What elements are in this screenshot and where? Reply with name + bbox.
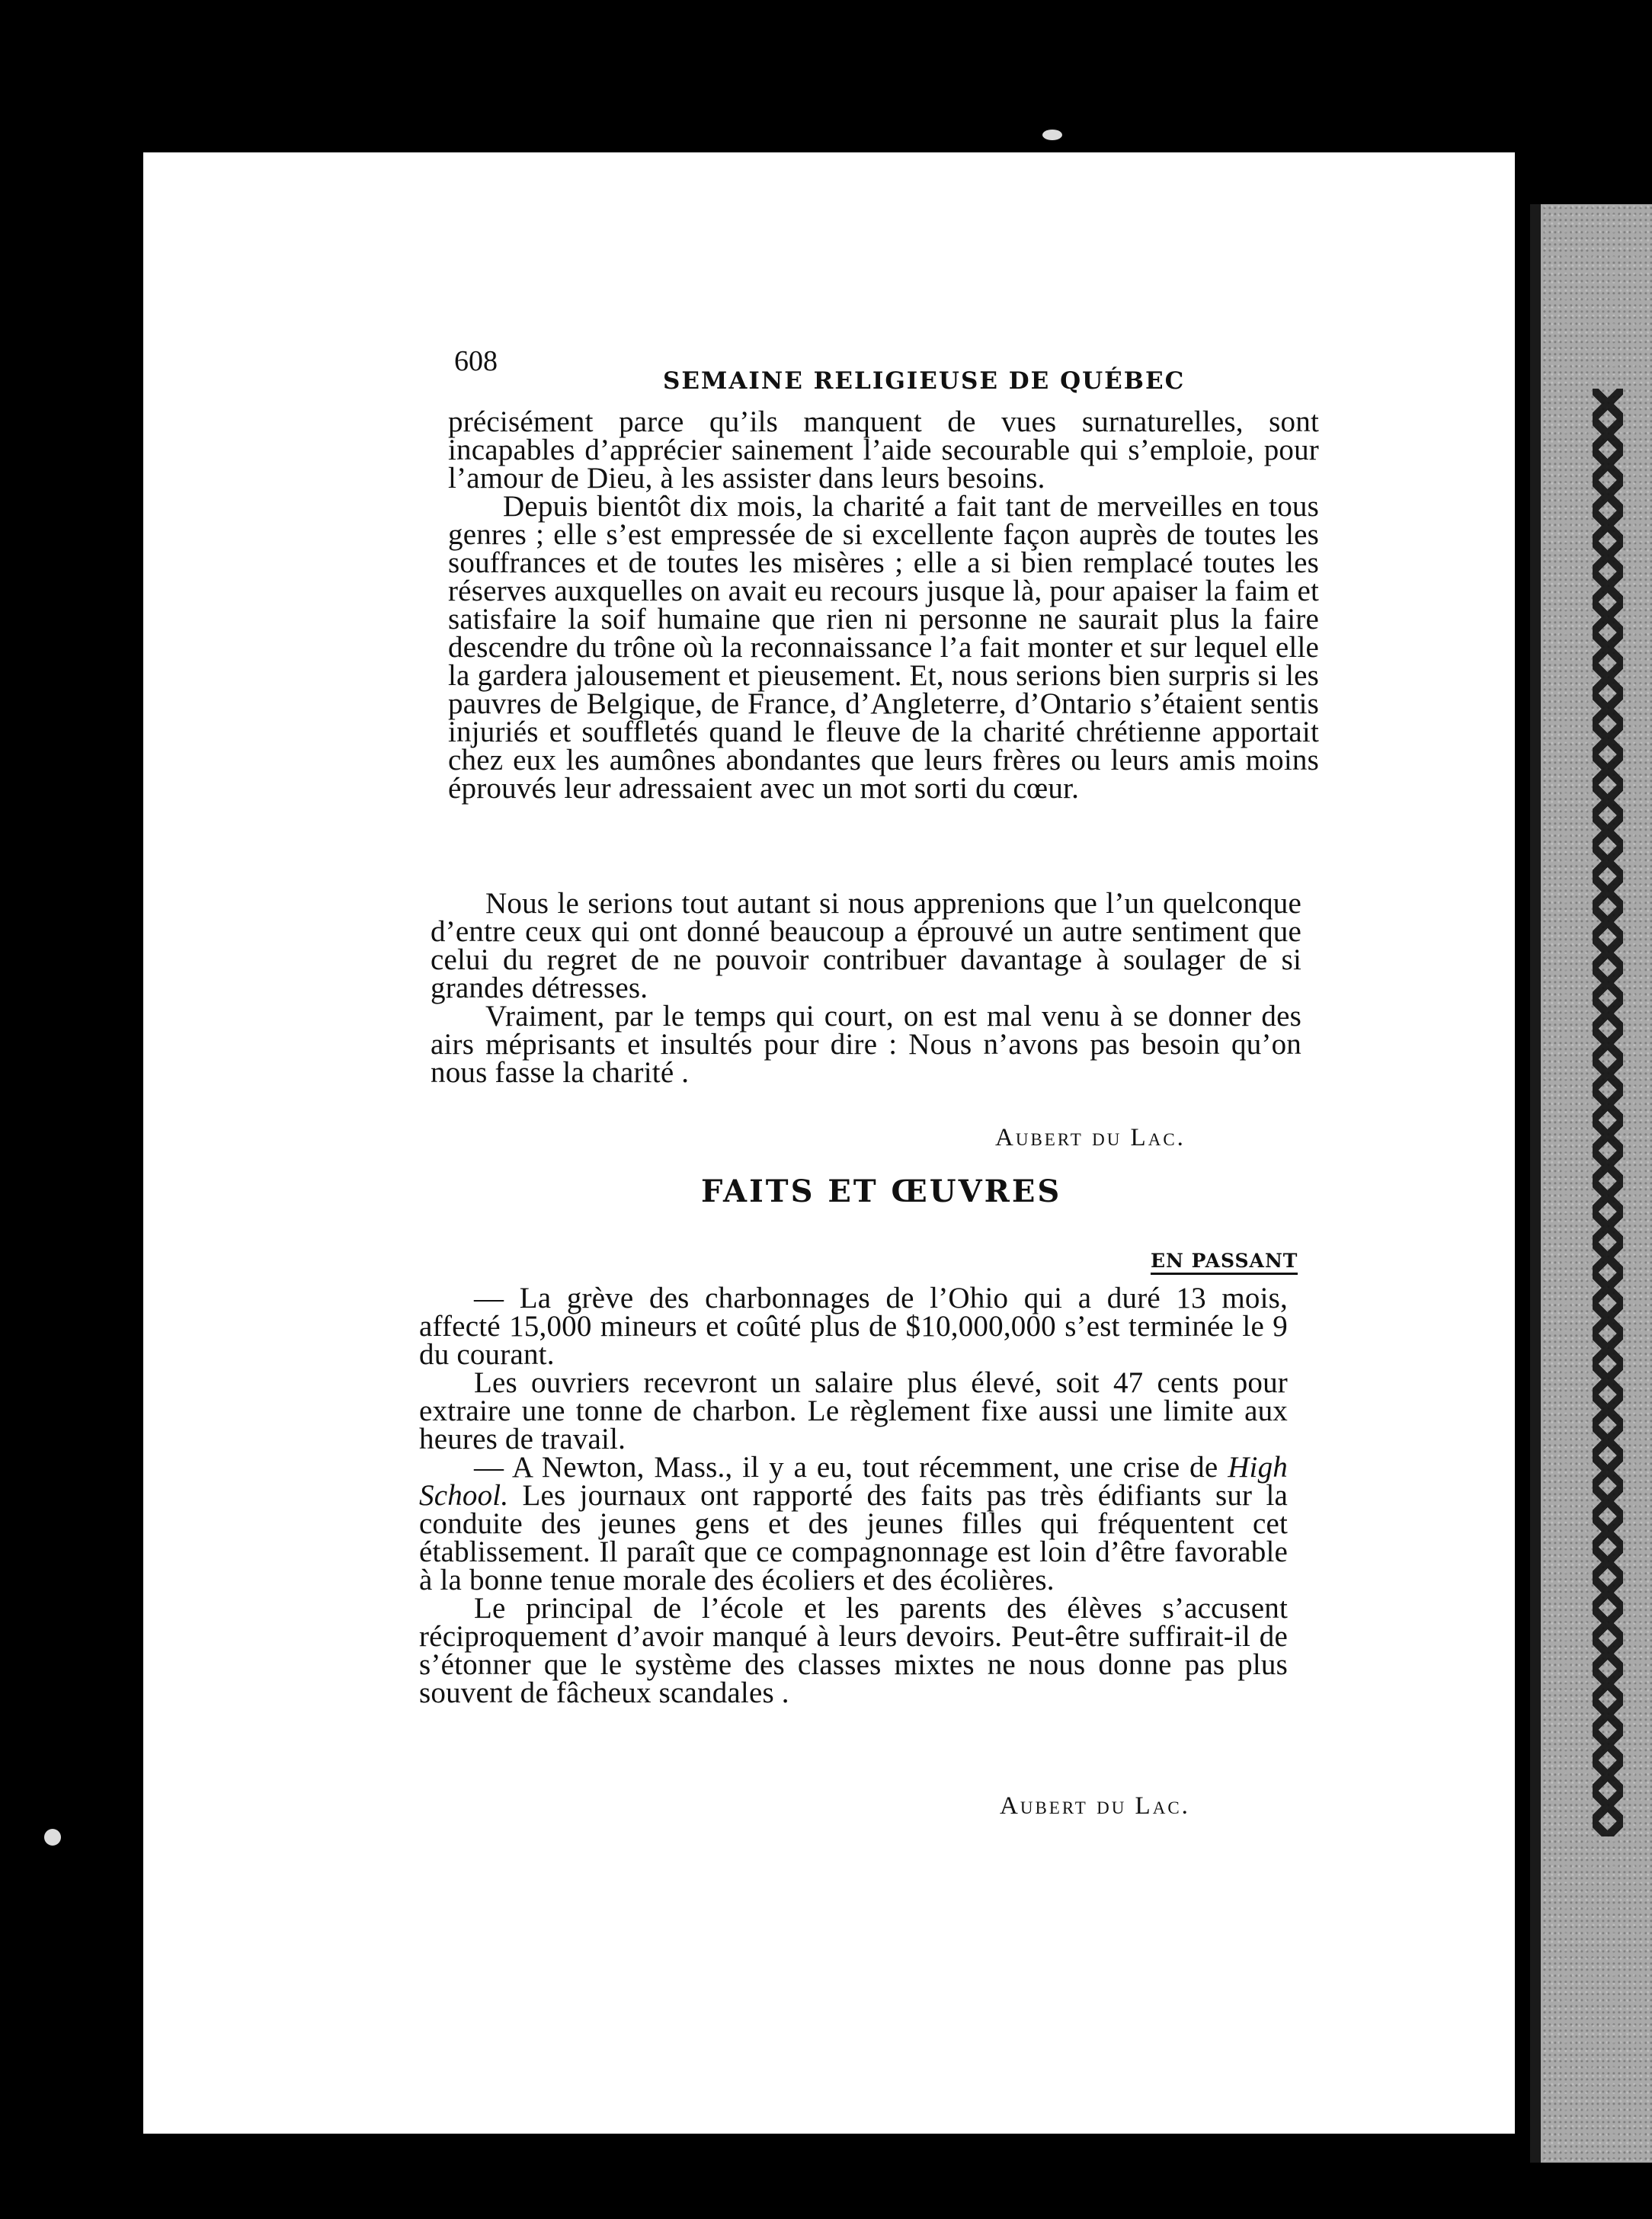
- paragraph: Nous le serions tout autant si nous apprenions que l’un quelconque d’entre ceux qui ont donné beaucoup a éprouvé un autre sentiment que celui du regret de ne pouvoir contribuer davantage à soulager de si grandes détresses.: [431, 887, 1301, 1004]
- dust-speck: [1042, 130, 1062, 140]
- paragraph: Les ouvriers recevront un salaire plus élevé, soit 47 cents pour extraire une tonne de charbon. Le règlement fixe aussi une limite aux heures de travail.: [419, 1366, 1288, 1455]
- running-head: SEMAINE RELIGIEUSE DE QUÉBEC: [663, 367, 1186, 395]
- paragraph: — La grève des charbonnages de l’Ohio qui a duré 13 mois, affecté 15,000 mineurs et coûté plus de $10,000,000 s’est terminée le 9 du courant.: [419, 1282, 1288, 1371]
- paragraph: Vraiment, par le temps qui court, on est mal venu à se donner des airs méprisants et insultés pour dire : Nous n’avons pas besoin qu’on nous fasse la charité .: [431, 1000, 1301, 1089]
- section-subtitle: EN PASSANT: [1151, 1250, 1298, 1275]
- page-number: 608: [454, 345, 498, 377]
- news-body: [419, 1284, 1288, 1707]
- article-body-continued: [431, 889, 1301, 1087]
- author-signature: Aubert du Lac.: [1000, 1792, 1190, 1820]
- newton-lead: — A Newton, Mass., il y a eu, tout récemment, une crise de: [474, 1451, 1228, 1484]
- paragraph: [419, 1453, 1288, 1594]
- article-body: [448, 405, 1319, 805]
- author-signature: Aubert du Lac.: [995, 1124, 1186, 1151]
- paragraph: Depuis bientôt dix mois, la charité a fait tant de merveilles en tous genres ; elle s’est empressée de si excellente façon auprès de toutes les souffrances et de toutes les misères ; elle a si bien remplacé toutes les réserves auxquelles on avait eu recours jusque là, pour apaiser la faim et satisfaire la soif humaine que rien ni personne ne saurait plus la faire descendre du trône où la reconnaissance l’a fait monter et sur lequel elle la gardera jalousement et pieusement. Et, nous serions bien surpris si les pauvres de Belgique, de France, d’Angleterre, d’Ontario s’étaient sentis injuriés et souffletés quand le fleuve de la charité chrétienne apportait chez eux les aumônes abondantes que leurs frères ou leurs amis moins éprouvés leur adressaient avec un mot sorti du cœur.: [448, 490, 1319, 805]
- decorative-diamond-border: [1593, 389, 1623, 1836]
- adjacent-page-board: [1530, 204, 1652, 2163]
- italic-term: High School.: [419, 1451, 1288, 1512]
- paragraph: précisément parce qu’ils manquent de vues surnaturelles, sont incapables d’apprécier sainement l’aide secourable qui s’emploie, pour l’amour de Dieu, à les assister dans leurs besoins.: [448, 405, 1319, 495]
- newton-rest: Les journaux ont rapporté des faits pas très édifiants sur la conduite des jeunes gens et des jeunes filles qui fréquentent cet établissement. Il paraît que ce compagnonnage est loin d’être favorable à la bonne tenue morale des écoliers et des écolières.: [419, 1479, 1288, 1596]
- section-title: FAITS ET ŒUVRES: [701, 1174, 1062, 1209]
- paragraph: Le principal de l’école et les parents des élèves s’accusent réciproquement d’avoir manqué à leurs devoirs. Peut-être suffirait-il de s’étonner que le système des classes mixtes ne nous donne pas plus souvent de fâcheux scandales .: [419, 1592, 1288, 1709]
- dust-speck: [44, 1829, 61, 1846]
